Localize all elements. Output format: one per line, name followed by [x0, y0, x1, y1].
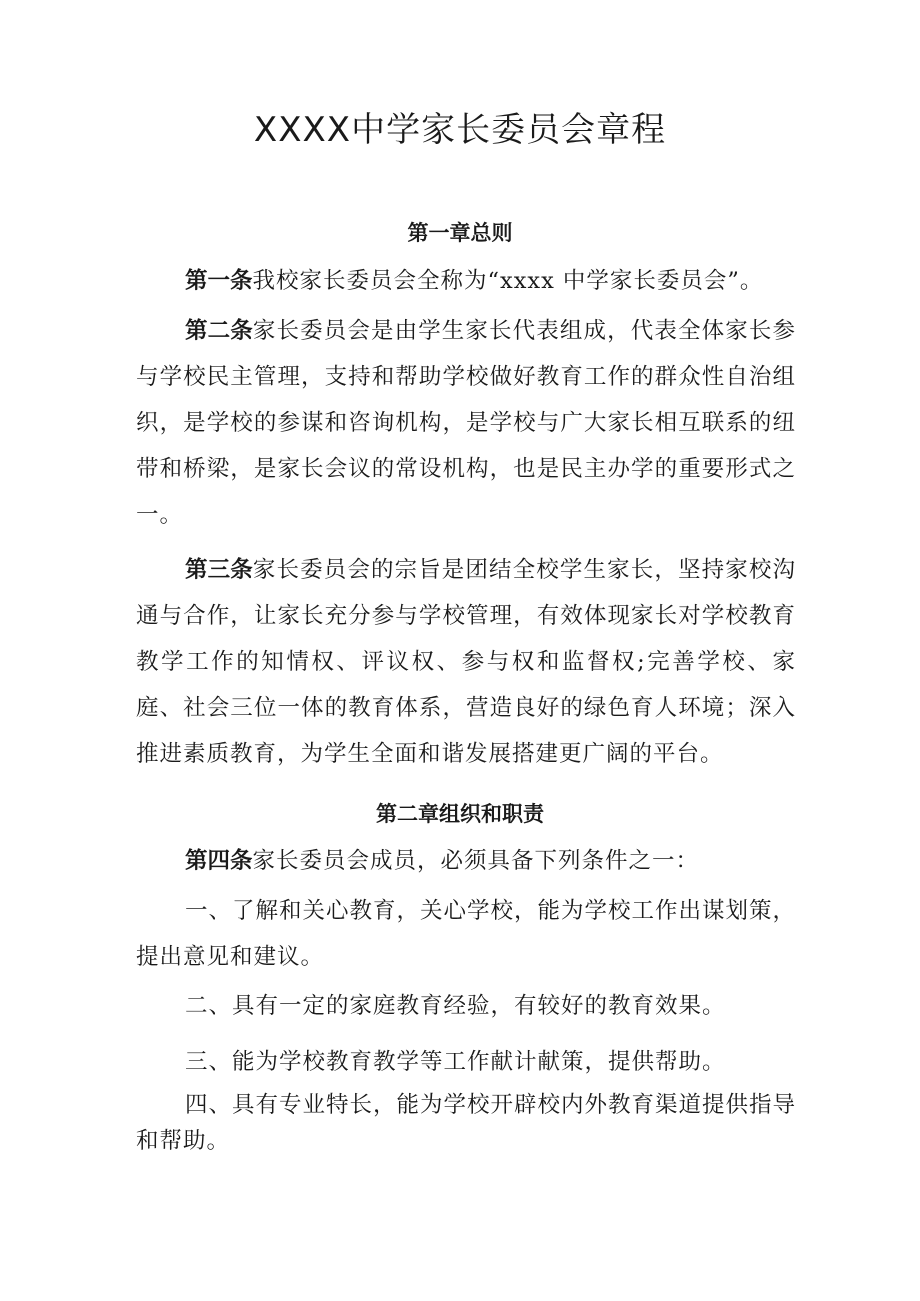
article-3-label: 第三条: [185, 557, 253, 583]
condition-item-2: 二、具有一定的家庭教育经验，有较好的教育效果。: [185, 993, 726, 1019]
article-4: [136, 838, 796, 884]
article-2-text: 家长委员会是由学生家长代表组成，代表全体家长参与学校民主管理，支持和帮助学校做好教育工作的群众性自治组织，是学校的参谋和咨询机构，是学校与广大家长相互联系的纽带和桥梁，是家长会议的常设机构，也是民主办学的重要形式之一。: [136, 318, 796, 528]
article-2-label: 第二条: [185, 318, 253, 344]
condition-item-3: 三、能为学校教育教学等工作献计献策，提供帮助。: [185, 1049, 726, 1075]
condition-item-4: 四、具有专业特长，能为学校开辟校内外教育渠道提供指导和帮助。: [136, 1092, 797, 1154]
condition-item-1: 一、了解和关心教育，关心学校，能为学校工作出谋划策，提出意见和建议。: [136, 898, 797, 970]
article-3: [136, 547, 796, 777]
article-3-text: 家长委员会的宗旨是团结全校学生家长，坚持家校沟通与合作，让家长充分参与学校管理，有效体现家长对学校教育教学工作的知情权、评议权、参与权和监督权;完善学校、家庭、社会三位一体的教育体系，营造良好的绿色育人环境；深入推进素质教育，为学生全面和谐发展搭建更广阔的平台。: [136, 557, 796, 767]
article-4-label: 第四条: [185, 848, 253, 874]
article-4-text: 家长委员会成员，必须具备下列条件之一：: [252, 848, 700, 874]
article-1-text: 我校家长委员会全称为“xxxx 中学家长委员会”。: [252, 268, 764, 294]
chapter-2-heading: 第二章组织和职责: [376, 802, 544, 826]
article-2: [136, 308, 796, 538]
document-title: XXXX中学家长委员会章程: [253, 110, 667, 150]
article-1-label: 第一条: [185, 268, 253, 294]
chapter-1-heading: 第一章总则: [407, 221, 513, 245]
article-1: [136, 258, 796, 304]
